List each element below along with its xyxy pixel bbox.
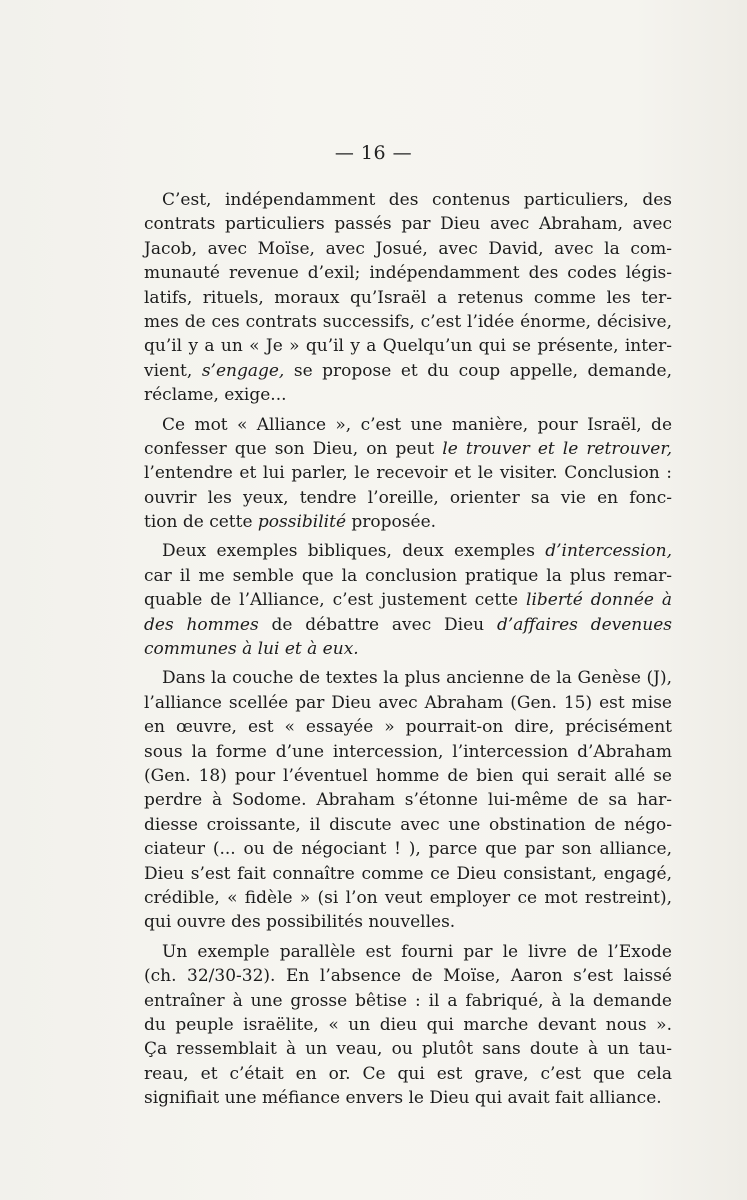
paragraph (144, 413, 672, 535)
paragraph (144, 188, 672, 408)
text-segment: latifs, rituels, moraux qu’Israël a retenus comme les ter- (144, 287, 672, 308)
text-line (144, 1037, 672, 1061)
text-segment: perdre à Sodome. Abraham s’étonne lui-même de sa har- (144, 790, 672, 811)
text-line (144, 413, 672, 437)
text-segment: Ce mot « Alliance », c’est une manière, pour Israël, de (162, 414, 672, 435)
text-segment: Deux exemples bibliques, deux exemples (162, 541, 546, 562)
text-line (144, 539, 672, 563)
paragraph (144, 666, 672, 934)
text-segment: Ça ressemblait à un veau, ou plutôt sans doute à un tau- (144, 1039, 672, 1060)
text-line (144, 813, 672, 837)
text-line (144, 510, 672, 534)
text-line (144, 286, 672, 310)
text-segment: confesser que son Dieu, on peut (144, 438, 443, 459)
text-segment: en œuvre, est « essayée » pourrait-on dire, précisément (144, 717, 672, 738)
paragraph (144, 940, 672, 1111)
text-segment: Jacob, avec Moïse, avec Josué, avec David, avec la com- (144, 238, 672, 259)
text-line (144, 437, 672, 461)
italic-text: des hommes (144, 614, 259, 635)
text-segment: mes de ces contrats successifs, c’est l’idée énorme, décisive, (144, 311, 672, 332)
text-line (144, 461, 672, 485)
text-segment: ouvrir les yeux, tendre l’oreille, orienter sa vie en fonc- (144, 487, 672, 508)
text-segment: l’entendre et lui parler, le recevoir et le visiter. Conclusion : (144, 463, 672, 484)
text-line (144, 359, 672, 383)
text-line (144, 310, 672, 334)
text-line (144, 1013, 672, 1037)
paragraph (144, 539, 672, 661)
text-line (144, 989, 672, 1013)
text-line (144, 486, 672, 510)
text-segment: diesse croissante, il discute avec une obstination de négo- (144, 814, 672, 835)
text-line (144, 837, 672, 861)
text-line (144, 383, 672, 407)
text-line (144, 212, 672, 236)
text-segment: du peuple israëlite, « un dieu qui marche devant nous ». (144, 1014, 672, 1035)
text-segment: Dans la couche de textes la plus ancienne de la Genèse (J), (162, 668, 672, 689)
body-text (144, 188, 672, 1110)
text-line (144, 237, 672, 261)
text-line (144, 788, 672, 812)
text-segment: C’est, indépendamment des contenus particuliers, des (162, 190, 672, 210)
text-segment: vient, (144, 360, 202, 381)
text-segment: reau, et c’était en or. Ce qui est grave, c’est que cela (144, 1063, 672, 1084)
text-segment: l’alliance scellée par Dieu avec Abraham (Gen. 15) est mise (144, 692, 672, 713)
italic-text: d’intercession, (545, 541, 672, 562)
text-segment: contrats particuliers passés par Dieu avec Abraham, avec (144, 214, 672, 235)
text-line (144, 910, 672, 934)
text-segment: entraîner à une grosse bêtise : il a fabriqué, à la demande (144, 990, 672, 1011)
page-number: — 16 — (334, 142, 413, 164)
italic-text: liberté donnée à (526, 590, 672, 611)
text-segment: munauté revenue d’exil; indépendamment des codes légis- (144, 263, 672, 284)
text-line (144, 666, 672, 690)
text-segment: qui ouvre des possibilités nouvelles. (144, 912, 456, 933)
text-segment: (ch. 32/30-32). En l’absence de Moïse, Aaron s’est laissé (144, 966, 672, 987)
text-segment: ciateur (... ou de négociant ! ), parce que par son alliance, (144, 839, 672, 860)
text-segment: réclame, exige... (144, 385, 287, 406)
text-segment: car il me semble que la conclusion pratique la plus remar- (144, 565, 672, 586)
italic-text: possibilité (257, 512, 347, 533)
italic-text: d’affaires devenues (496, 614, 672, 635)
text-segment: qu’il y a un « Je » qu’il y a Quelqu’un qui se présente, inter- (144, 336, 672, 357)
text-line (144, 588, 672, 612)
text-segment: proposée. (346, 512, 437, 533)
text-line (144, 886, 672, 910)
italic-text: le trouver et le retrouver, (442, 438, 672, 459)
text-segment: se propose et du coup appelle, demande, (284, 360, 672, 381)
text-segment: tion de cette (144, 512, 258, 533)
text-segment: crédible, « fidèle » (si l’on veut employer ce mot restreint), (144, 887, 672, 908)
text-line (144, 1086, 672, 1110)
text-line (144, 715, 672, 739)
text-segment: (Gen. 18) pour l’éventuel homme de bien qui serait allé se (144, 765, 672, 786)
text-segment: Dieu s’est fait connaître comme ce Dieu consistant, engagé, (144, 863, 672, 884)
text-segment: signifiait une méfiance envers le Dieu qui avait fait alliance. (144, 1088, 662, 1109)
text-segment: de débattre avec Dieu (258, 614, 497, 635)
text-line (144, 261, 672, 285)
text-line (144, 740, 672, 764)
text-line (144, 1062, 672, 1086)
italic-text: s’engage, (201, 360, 285, 381)
text-line (144, 764, 672, 788)
text-line (144, 564, 672, 588)
text-line (144, 964, 672, 988)
text-line (144, 188, 672, 212)
text-segment: Un exemple parallèle est fourni par le livre de l’Exode (162, 941, 672, 962)
text-segment: sous la forme d’une intercession, l’intercession d’Abraham (144, 741, 672, 762)
text-segment: quable de l’Alliance, c’est justement cette (144, 590, 527, 611)
text-line (144, 691, 672, 715)
text-line (144, 940, 672, 964)
italic-text: communes à lui et à eux. (144, 639, 359, 660)
text-line (144, 334, 672, 358)
text-line (144, 637, 672, 661)
text-line (144, 613, 672, 637)
text-line (144, 862, 672, 886)
